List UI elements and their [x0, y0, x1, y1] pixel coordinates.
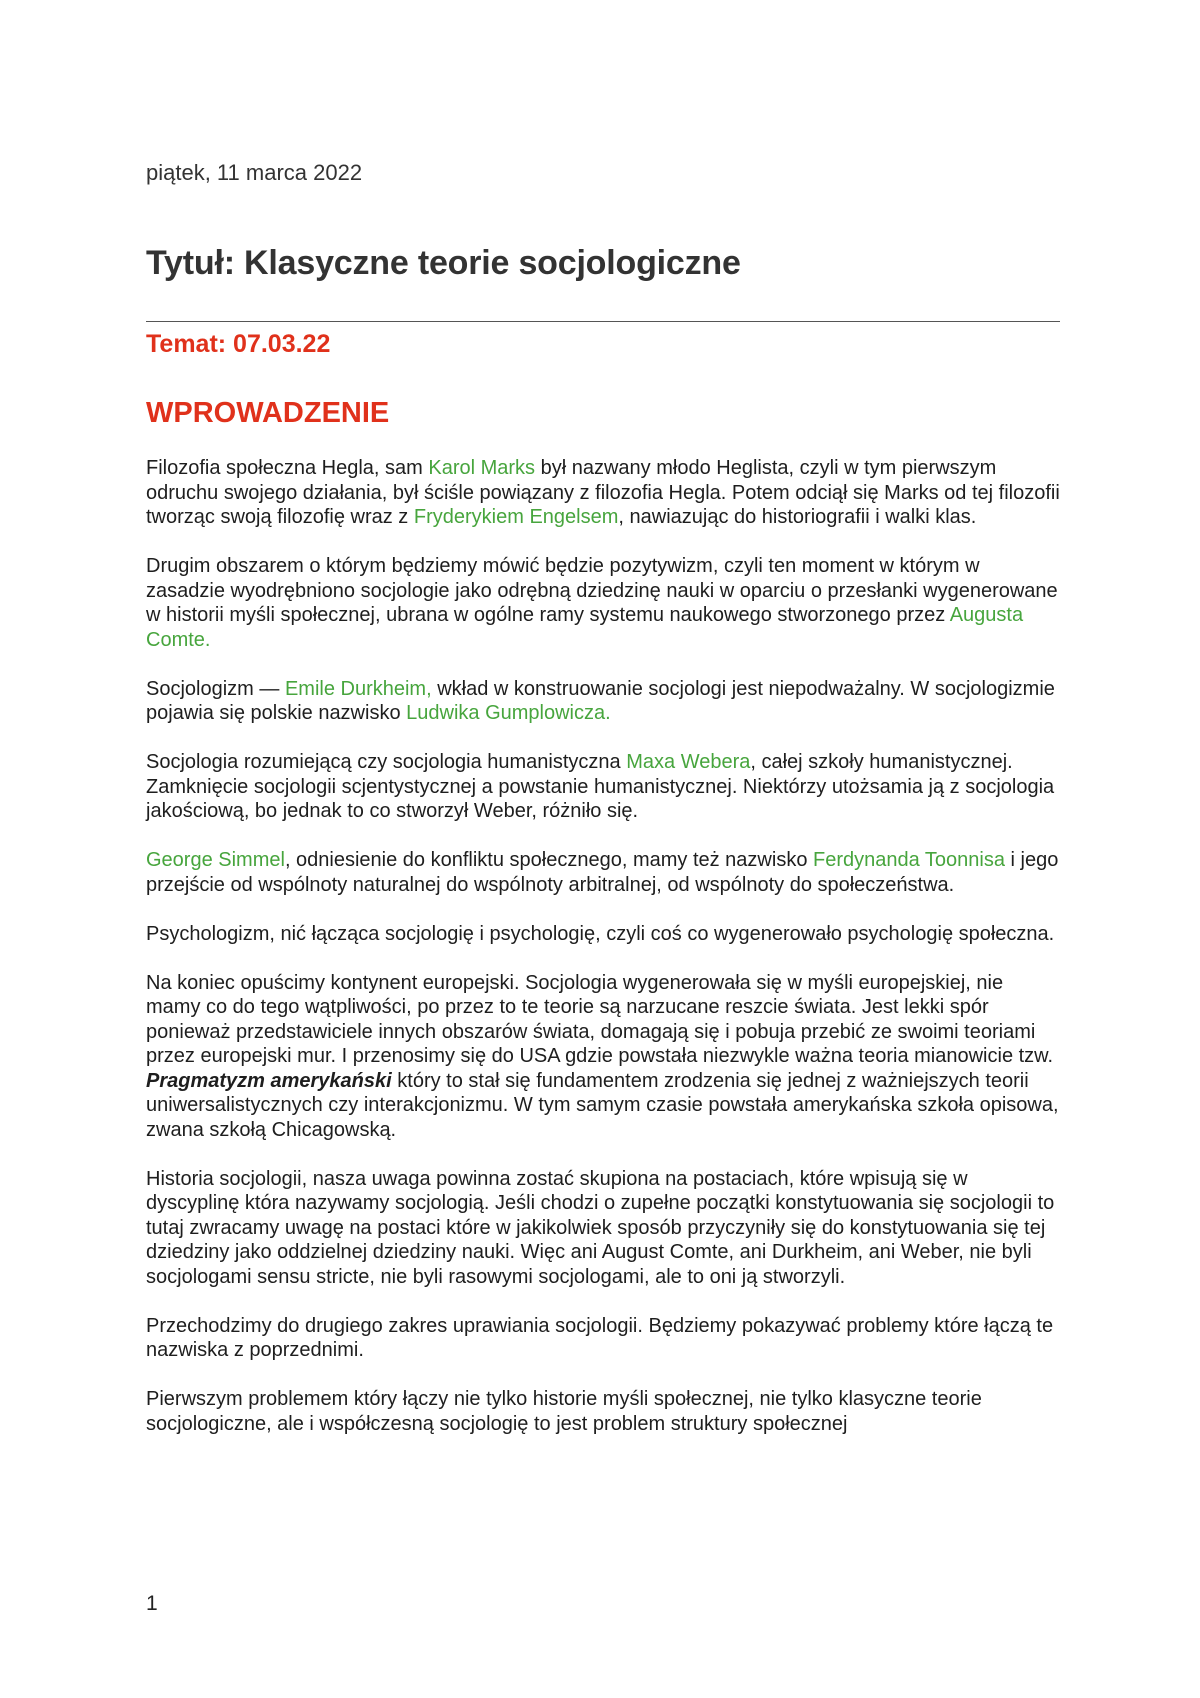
- date-line: piątek, 11 marca 2022: [146, 160, 363, 185]
- name-highlight: Fryderykiem Engelsem: [413, 506, 619, 528]
- section-heading: WPROWADZENIE: [146, 397, 390, 429]
- text-run: Pierwszym problemem który łączy nie tylko historie myśli społecznej, nie tylko klasyczne teorie socjologiczne, ale i współczesną socjologię to jest problem struktury społecznej: [146, 1388, 982, 1435]
- text-run: wkład w konstruowanie socjologi jest niepodważalny. W socjologizmie pojawia się polskie nazwisko: [146, 677, 1055, 724]
- text-run: Drugim obszarem o którym będziemy mówić będzie pozytywizm, czyli ten moment w którym w zasadzie wyodrębniono socjologie jako odrębną dziedzinę nauki w oparciu o przesłanki wygenerowane w historii myśli społecznej, ubrana w ogólne ramy systemu naukowego stworzonego przez: [146, 555, 1058, 626]
- name-highlight: Augusta Comte.: [146, 604, 1024, 651]
- bold-italic-term: Pragmatyzm amerykański: [146, 1069, 392, 1092]
- text-run: Socjologia rozumiejącą czy socjologia humanistyczna: [146, 751, 627, 773]
- paragraph-8: [146, 1167, 1060, 1290]
- body-text: [146, 456, 1060, 1461]
- text-run: Przechodzimy do drugiego zakres uprawiania socjologii. Będziemy pokazywać problemy które łączą te nazwiska z poprzednimi.: [146, 1314, 1054, 1361]
- name-highlight: Maxa Webera: [626, 751, 751, 773]
- name-highlight: Ferdynanda Toonnisa: [813, 849, 1005, 871]
- paragraph-2: [146, 554, 1060, 652]
- text-run: i jego przejście od wspólnoty naturalnej do wspólnoty arbitralnej, od wspólnoty do społeczeństwa.: [146, 849, 1059, 896]
- name-highlight: George Simmel: [146, 849, 285, 871]
- page-number: 1: [146, 1592, 158, 1615]
- text-run: Historia socjologii, nasza uwaga powinna zostać skupiona na postaciach, które wpisują się w dyscyplinę która nazywamy socjologią. Jeśli chodzi o zupełne początki konstytuowania się socjologii to tutaj zwracamy uwagę na postaci które w jakikolwiek sposób przyczyniły się do konstytuowania się tej dziedziny jako oddzielnej dziedziny nauki. Więc ani August Comte, ani Durkheim, ani Weber, nie byli socjologami sensu stricte, nie byli rasowymi socjologami, ale to oni ją stworzyli.: [146, 1167, 1055, 1288]
- text-run: Filozofia społeczna Hegla, sam: [146, 457, 429, 479]
- name-highlight: Ludwika Gumplowicza.: [406, 702, 611, 724]
- paragraph-9: [146, 1314, 1060, 1363]
- text-run: Na koniec opuścimy kontynent europejski. Socjologia wygenerowała się w myśli europejskiej, nie mamy co do tego wątpliwości, po przez to te teorie są narzucane reszcie świata. Jest lekki spór ponieważ przedstawiciele innych obszarów świata, domagają się i pobuja przebić ze swoimi teoriami przez europejski mur. I przenosimy się do USA gdzie powstała niezwykle ważna teoria mianowicie tzw.: [146, 971, 1054, 1067]
- text-run: , odniesienie do konfliktu społecznego, mamy też nazwisko: [284, 849, 813, 871]
- text-run: , nawiazując do historiografii i walki klas.: [618, 506, 977, 528]
- paragraph-1: [146, 456, 1060, 530]
- document-title: Tytuł: Klasyczne teorie socjologiczne: [146, 244, 741, 282]
- text-run: , całej szkoły humanistycznej. Zamknięcie socjologii scjentystycznej a powstanie humanistycznej. Niektórzy utożsamia ją z socjologia jakościową, bo jednak to co stworzył Weber, różniło się.: [146, 751, 1055, 822]
- text-run: Socjologizm —: [146, 677, 285, 700]
- name-highlight: Emile Durkheim,: [284, 677, 432, 700]
- paragraph-5: [146, 848, 1060, 897]
- text-run: był nazwany młodo Heglista, czyli w tym pierwszym odruchu swojego działania, był ściśle powiązany z filozofia Hegla. Potem odciął się Marks od tej filozofii tworząc swoją filozofię wraz z: [146, 457, 1060, 528]
- paragraph-4: [146, 750, 1060, 824]
- name-highlight: Karol Marks: [428, 457, 536, 479]
- paragraph-3: [146, 677, 1060, 726]
- title-divider: [146, 321, 1060, 322]
- text-run: który to stał się fundamentem zrodzenia się jednej z ważniejszych teorii uniwersalistycznych czy interakcjonizmu. W tym samym czasie powstała amerykańska szkoła opisowa, zwana szkołą Chicagowską.: [146, 1069, 1059, 1141]
- paragraph-7: [146, 971, 1060, 1143]
- paragraph-6: [146, 922, 1060, 947]
- paragraph-10: [146, 1387, 1060, 1436]
- text-run: Psychologizm, nić łącząca socjologię i psychologię, czyli coś co wygenerowało psychologię społeczna.: [146, 922, 1055, 945]
- subject-heading: Temat: 07.03.22: [146, 330, 331, 358]
